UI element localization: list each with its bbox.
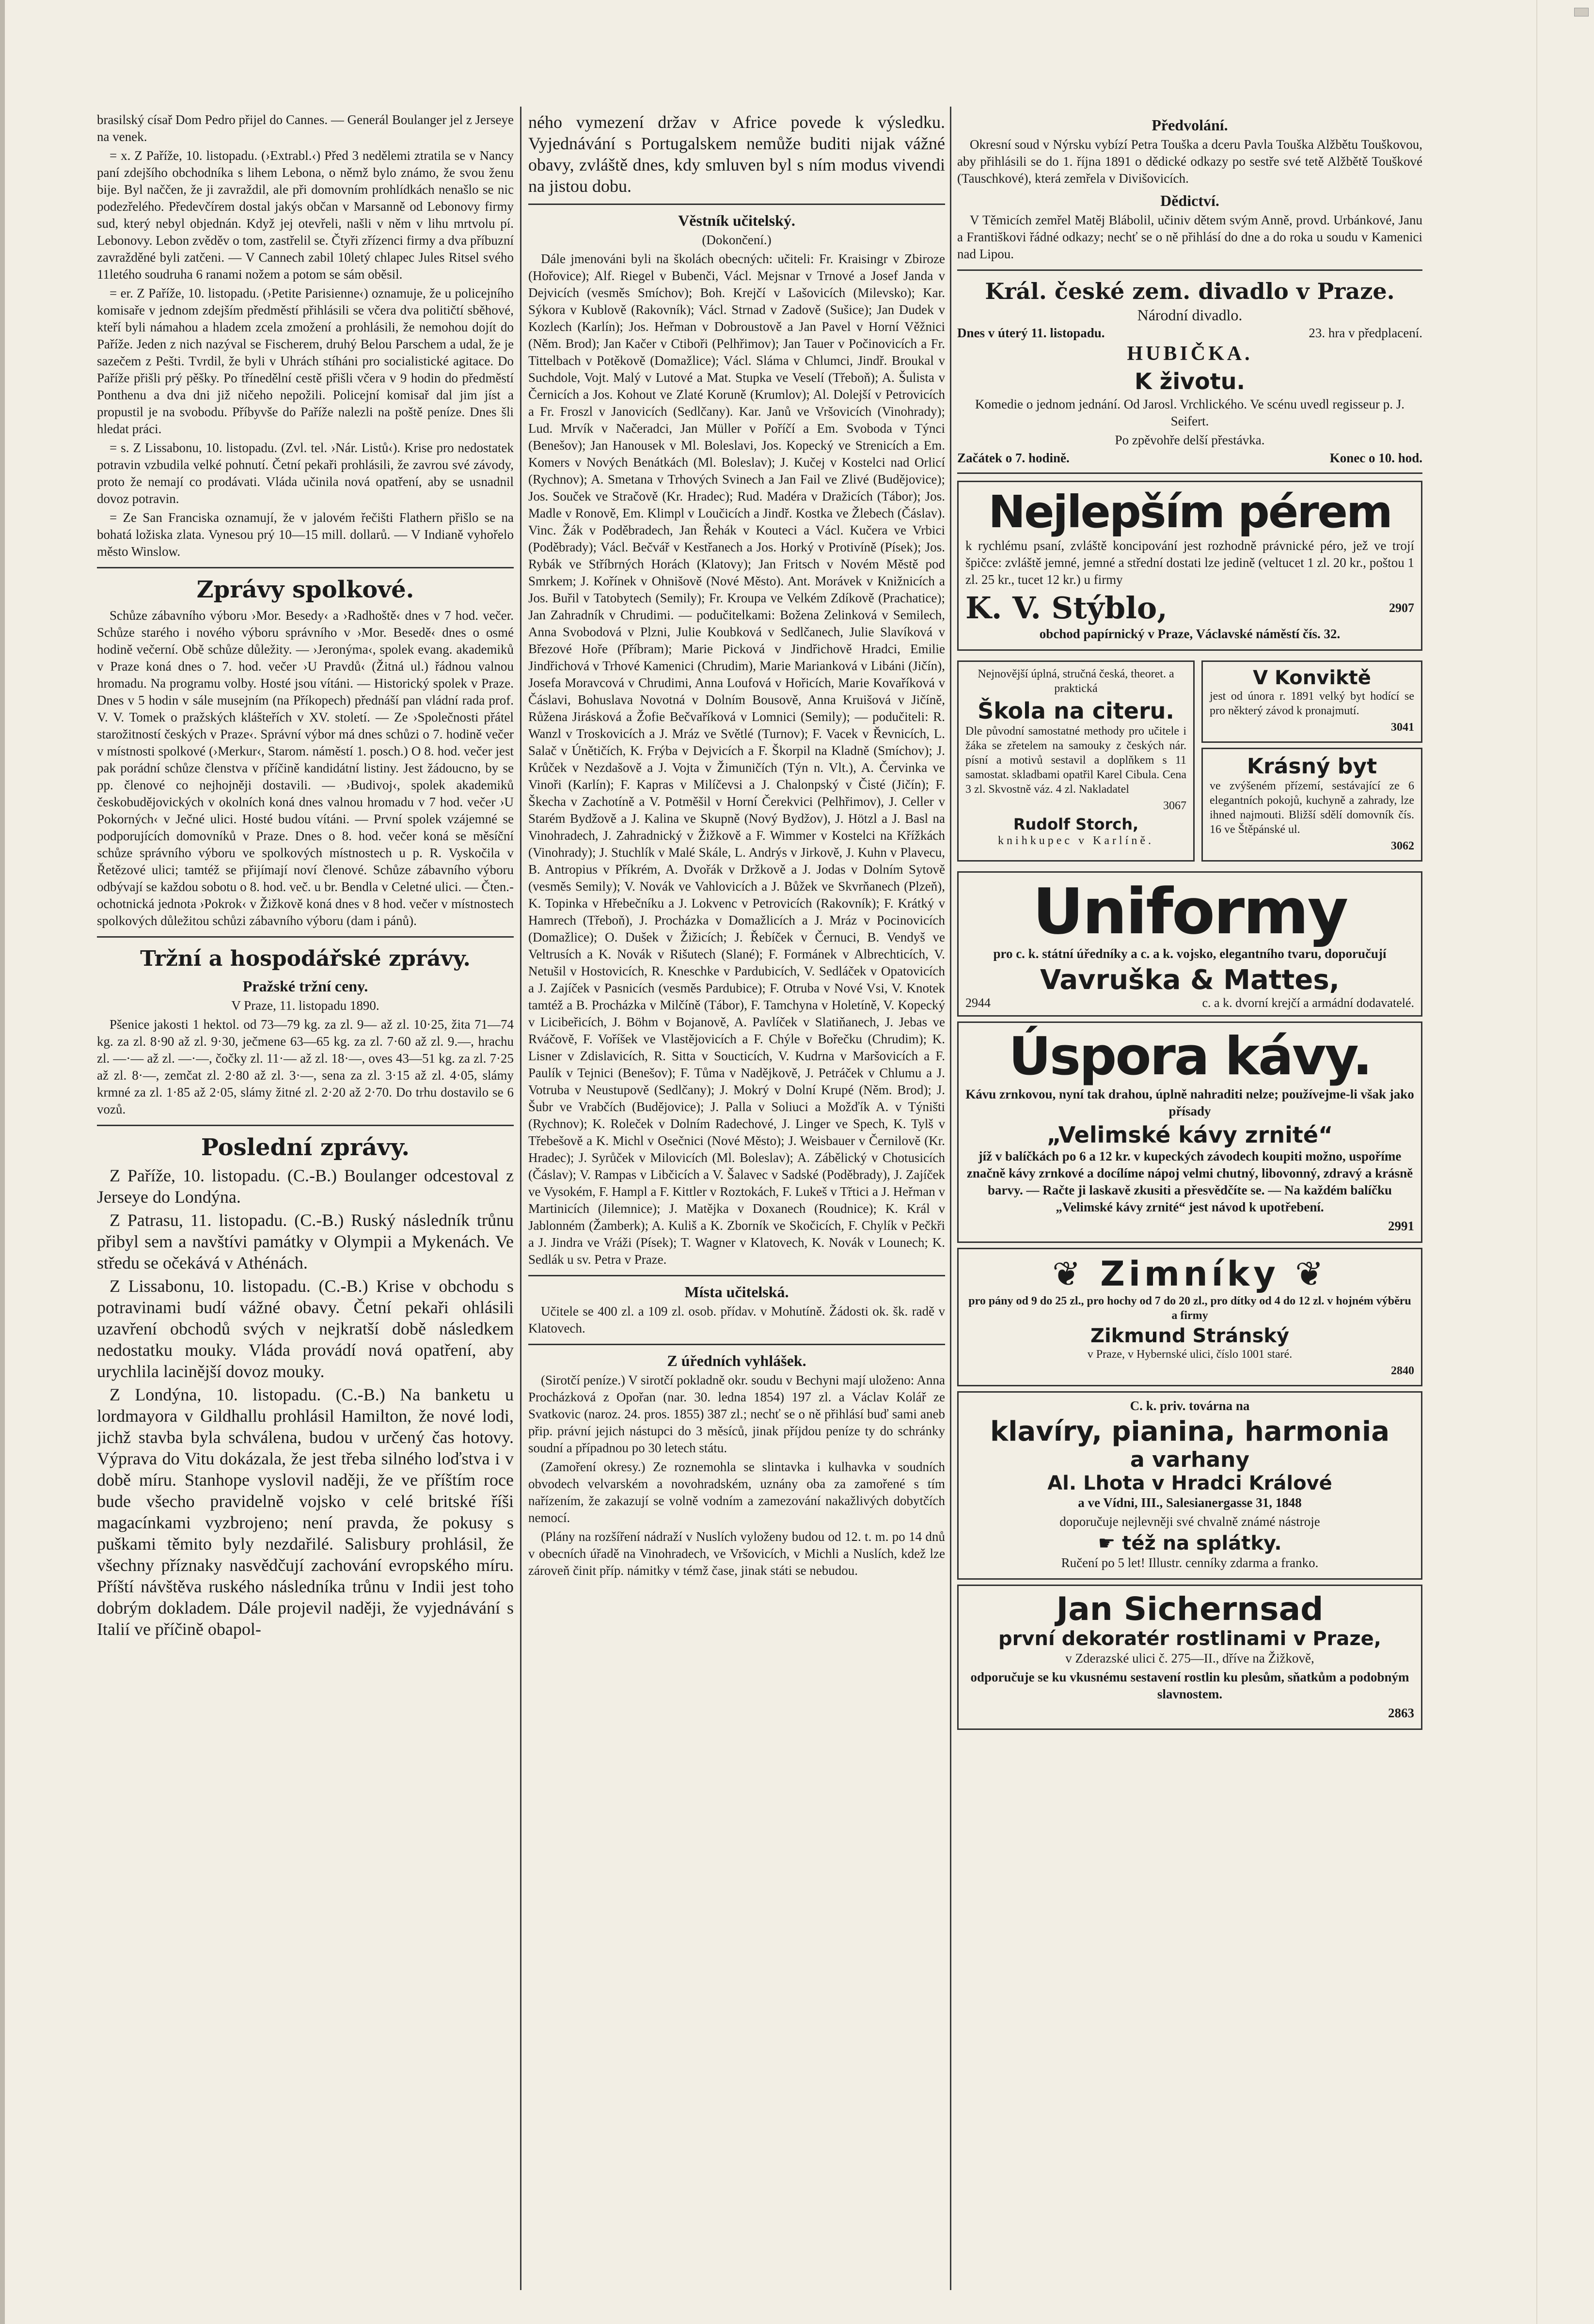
theatre-play-hubicka: HUBIČKA. [1127, 343, 1253, 365]
ad-uniformy-text: pro c. k. státní úředníky a c. a k. vojsko, elegantního tvaru, doporučují [993, 946, 1387, 961]
scan-marker [1574, 8, 1589, 16]
article-spolky: Schůze zábavního výboru ›Mor. Besedy‹ a ›Radhoště‹ dnes v 7 hod. večer. Schůze starého i nového výboru správního v ›Mor. Besedě‹ dnes o osmé hodině večerní. Obě schůze důležity. — ›Jeronýma‹, spolek evang. akademiků v Praze koná dnes o 7. hod. večer ›U Pravdů‹ (Žitná ul.) řádnou valnou hromadu. Na programu volby. Hosté jsou vítáni. — Historický spolek v Praze. Dnes v 5 hodin v sále musejním (na Příkopech) přednáší pan vládní rada prof. V. V. Tomek o pražských klášteřích v XV. století. — Ze ›Společnosti přátel starožitností českých v Praze‹. Správní výbor má dnes schůzi o 7. hodině večer v místnosti spolkové (›Merkur‹, Starom. náměstí 1. posch.) O 8. hod. večer jest pak porádní schůze členstva v příčině kandidátní listiny. Jest žádoucno, by se pp. členové co nejhojněji dostavili. — ›Budivoj‹, spolek akademiků českobudějovických v okolních koná dnes valnou hromadu v 7 hod. večer ›U Pokorných‹ v Ječné ulici. Hosté budou vítáni. — První spolek vzájemné se podporujících domovníků v Praze. Dnes o 8. hod. večer koná se měsíční schůze správního výboru ve spolkových místnostech u p. R. Vyskočila v Řetězové ulici; tamtéž se přijímají noví členové. Schůze zábavního výboru odbývají se každou sobotu o 8. hod. več. u br. Bendla v Celetné ulici. — Čten.-ochotnická jednota ›Pokrok‹ v Žižkově koná dnes v 8 hod. večer v místnostech spolkových důležitou schůzi zábavního výboru (dam i pánů). [97, 608, 514, 928]
divider [957, 472, 1422, 474]
article-sirotci: (Sirotčí peníze.) V sirotčí pokladně okr. soudu v Bechyni mají uloženo: Anna Procházková z Opořan (nar. 30. ledna 1854) 197 zl. a Václav Kolář ze Svatkovic (naroz. 24. pros. 1855) 387 zl.; nechť se o ně přihlásí buď sami aneb přip. právní jejich nástupci do 3 měsíců, jinak příjdou peníze ty do schránky soudní a případnou po 30 letech státu. [528, 1373, 945, 1455]
article-patras: Z Patrasu, 11. listopadu. (C.-B.) Ruský následník trůnu přibyl sem a navštívi památky v Olympii a Mykenách. Ve středu se očekává v Athénách. [97, 1210, 514, 1272]
ad-kava-number: 2991 [1388, 1219, 1414, 1233]
ad-pero-text: k rychlému psaní, zvláště koncipování jest rozhodně právnické péro, jež ve trojí špičce: zvláště jemné, jemné a střední dostati lze jedině (veltucet 1 zl. 20 kr., poštou 1 zl. 25 kr., tucet 12 kr.) u firmy [965, 538, 1414, 587]
ad-kava-name: „Velimské kávy zrnité“ [1046, 1122, 1333, 1148]
ads-pair [957, 656, 1422, 866]
ornament-icon: ❦ [1279, 1254, 1327, 1294]
ad-uniformy-footer [965, 996, 1414, 1010]
ad-sich-sub: první dekoratér rostlinami v Praze, [998, 1628, 1381, 1650]
column-middle [528, 111, 945, 2290]
ad-zimniky [957, 1248, 1422, 1386]
ad-zimniky-number: 2840 [1391, 1365, 1414, 1377]
ads-stack [1201, 656, 1422, 866]
ad-sichernsad [957, 1585, 1422, 1730]
divider [528, 204, 945, 205]
ad-zimniky-firm: Zikmund Stránský [1090, 1325, 1290, 1347]
theatre-comedy-note: Komedie o jednom jednání. Od Jarosl. Vrchlického. Ve scénu uvedl regisseur p. J. Seifert. [975, 397, 1405, 428]
ad-citera-firm: Rudolf Storch, [1013, 815, 1139, 833]
pointing-hand-icon: ☛ [1098, 1532, 1122, 1555]
heading-vyhlasky: Z úředních vyhlášek. [667, 1352, 806, 1369]
ad-sich-title: Jan Sichernsad [1056, 1590, 1324, 1628]
theatre-date-row [957, 326, 1422, 341]
heading-predvolani: Předvolání. [1152, 116, 1228, 134]
divider [957, 269, 1422, 271]
vestnik-dokonceni: (Dokončení.) [702, 233, 772, 247]
ad-klaviry-text2: Ručení po 5 let! Illustr. cenníky zdarma a franko. [1061, 1555, 1319, 1570]
ad-uniformy [957, 871, 1422, 1017]
article-lisbon: = s. Z Lissabonu, 10. listopadu. (Zvl. tel. ›Nár. Listů‹). Krise pro nedostatek potravin vzbudila velké pohnutí. Četní pekaři prohlásili, že zavrou své závody, proto že nemají co prodávati. Vláda učinila nová opatření, aby se usnadnil dovoz potravin. [97, 440, 514, 506]
theatre-start: Začátek o 7. hodině. [957, 451, 1070, 465]
divider [97, 1125, 514, 1126]
fold-line [1536, 0, 1537, 2324]
ad-uniformy-title: Uniformy [1032, 875, 1347, 948]
ad-citera-text: Dle původní samostatné methody pro učitele i žáka se zřetelem na samouky z českých nár. písní a motivů sestavil a doplňkem s 11 samostat. skladbami opatřil Karel Cibula. Cena 3 zl. Skvostně váz. 4 zl. Nakladatel [965, 725, 1186, 796]
ad-byt [1201, 748, 1422, 862]
article-lisbon-b: Z Lissabonu, 10. listopadu. (C.-B.) Krise v obchodu s potravinami budí vážné obavy. Četní pekaři ohlásili uzavření obchodů svých v nejkratší době následkem nedostatku mouky. Vláda provádí nová opatření, aby urychlila lacinější dovoz mouky. [97, 1276, 514, 1381]
ad-sich-address: v Zderazské ulici č. 275—II., dříve na Žižkově, [1065, 1651, 1314, 1665]
ad-zimniky-title [965, 1254, 1414, 1294]
ad-pero-address: obchod papírnický v Praze, Václavské náměstí čís. 32. [1039, 627, 1341, 641]
ad-pero-number: 2907 [1389, 600, 1414, 615]
ad-pero-firm-row [965, 590, 1414, 626]
ad-byt-title: Krásný byt [1247, 754, 1377, 779]
ad-sich-number: 2863 [1388, 1706, 1414, 1720]
article-paris-refugees: = er. Z Paříže, 10. listopadu. (›Petite Parisienne‹) oznamuje, že u policejního komisaře v jednom zdejším předměstí přihlásili se včera dva političtí sběhové, kteří byli námahou a hladem zcela zmožení a prohlásili, že nemohou dojít do Paříže. Jeden z nich nazýval se Fischerem, druhý Belou Parschem a udal, že je sazečem z Pešti. Tvrdil, že byli v Uhrách stíháni pro socialistické agitace. Do Paříže přišli prý pěšky. Po třínedělní cestě přišli včera v 9 hodin do předměstí Ponthenu a dva dni již ničeho nepožili. Policejní komisař dal jim jíst a propustil je na svobodu. Příbyvše do Paříže nalezli na poště peníze. Dnes šli hledat práci. [97, 286, 514, 436]
ad-klaviry-address: a ve Vídni, III., Salesianergasse 31, 1848 [1078, 1495, 1302, 1510]
ad-byt-number: 3062 [1391, 840, 1414, 852]
article-london: Z Londýna, 10. listopadu. (C.-B.) Na banketu u lordmayora v Gildhallu prohlásil Hamilton, že nové lodi, jichž stavba byla schválena, budou v určený čas hotovy. Výprava do Vitu dokázala, že jest třeba silného loďstva i v době míru. Stanhope vyslovil naději, že ve příštím roce bude všecho pravidelně vojsko v celé britské říši magacínkami vyzbrojeno; není pravda, že pokusy s puškami těmito byly nezdařilé. Salisbury prohlásil, že všechny příznaky nasvědčují zachování evropského míru. Příští návštěva ruského následníka trůnu v Indii jest toho dobrým dokladem. Dále projevil naději, že vyjednávání s Italií ve příčině obapol- [97, 1385, 514, 1639]
ad-kava-text2: jíž v balíčkách po 6 a 12 kr. v kupeckých závodech koupiti možno, uspoříme značně kávy zrnkové a docílíme nápoj velmi chutný, libovonný, zdravý a krásně barvy. — Račte ji laskavě zkusiti a přesvědčíte se. — Na každém balíčku „Velimské kávy zrnité“ jest návod k upotřebení. [966, 1149, 1413, 1214]
ad-klaviry [957, 1391, 1422, 1580]
ad-pero [957, 481, 1422, 651]
heading-spolkove: Zprávy spolkové. [196, 576, 414, 603]
theatre-intermission: Po zpěvohře delší přestávka. [1115, 433, 1265, 447]
column-left [97, 111, 514, 2290]
ceny-date: V Praze, 11. listopadu 1890. [231, 998, 379, 1013]
article-vestnik: Dále jmenováni byli na školách obecných: učiteli: Fr. Kraisingr v Zbiroze (Hořovice); Alf. Riegel v Bubenči, Václ. Mejsnar v Trnové a Josef Janda v Dejvicích (vesměs Smíchov); Boh. Krejčí v Lašovicích (Milevsko); Kar. Sýkora v Kublově (Rakovník); Václ. Strnad v Zadově (Sušice); Jan Dudek v Kozlech (Karlín); Jos. Heřman v Dobroustově a Jan Pavel v Horní Věžnici (Něm. Brod); Jan Kačer v Ctiboři (Pelhřimov); Jan Tauer v Počinovicích a Fr. Tittelbach v Potěkově (Domažlice); Václ. Sláma v Chlumci, Jindř. Broukal v Suchdole, Vojt. Malý v Lutové a Mat. Stupka ve Veselí (Třeboň); A. Šulista v Černicích a Jos. Kohout ve Zlaté Koruně (Krumlov); Al. Dolejší v Petrovicích a Fr. Froszl v Janovicích (Sedlčany). Kar. Janů ve Vršovicích (Vinohrady); Lud. Mrvík v Načeradci, Jan Müller v Poříčí a Em. Svoboda v Týnci (Benešov); Jan Hanousek v Ml. Boleslavi, Jos. Kopecký ve Strenicích a Em. Komers v Nových Benátkách (Ml. Boleslav); J. Kučej v Kostelci nad Orlicí (Rychnov); A. Smetana v Trhových Svinech a Jan Fail ve Zlivé (Budějovice); Jos. Souček ve Stračově (Kr. Hradec); Rud. Madéra v Dražicích (Tábor); Jos. Madle v Ronově, Em. Klimpl v Loučicích a Jindř. Kostka ve Žlebech (Čáslav). Vinc. Žák v Poděbradech, Jan Řehák v Kouteci a Václ. Kučera ve Vrbici (Poděbrady); Václ. Bečvář v Kestřanech a Jos. Horký v Protivíně (Písek); Jos. Rybák ve Stříbrných Horách (Klatovy); Jan Fritsch v Novém Městě pod Smrkem; J. Kořínek v Ohnišově (Nové Město). Ant. Morávek v Knižnicích a Jos. Buřil v Tatobytech (Semily); Fr. Kroupa ve Velkém Zdíkově (Prachatice); Jan Zahradník v Chrudimi. — podučitelkami: Božena Zelinková v Semilech, Anna Svobodová v Plzni, Julie Koubková v Sedlčanech, Julie Slavíková v Březové Hoře (Příbram); Marie Picková v Jindřichově Hradci, Emilie Jindřichová v Trhové Kamenici (Chrudim), Marie Marianková v Libáni (Jičín), Josefa Moravcová v Chrudimi, Anna Loufová v Hořicích, Marie Kovaříková v Čáslavi, Bohuslava Novotná v Dolním Bousově, Anna Kruišová v Jičíně, Růžena Jirásková a Žofie Bečvaříková v Lomnici (Semily); — podučiteli: R. Wanzl v Troskovicích a J. Mráz ve Světlé (Turnov); F. Vacek v Řevnicích, L. Salač v Únětičích, K. Frýba v Dejvicích a F. Škorpil na Kladně (Smíchov); J. Krůček v Nezdašově a J. Vojta v Žimuničích (Týn n. Vlt.), A. Červinka ve Vinoři (Karlín); F. Kapras v Milíčevsi a J. Chalonpský v Čisté (Jičín); F. Škecha v Zachotíně a V. Potměšil v Horní Čerekvici (Pelhřimov), J. Celler v Starém Bydžově a J. Kalina ve Skupně (Nový Bydžov), J. Hötzl a J. Basl na Vinohradech, J. Zahradnický v Žižkově a F. Wimmer v Kostelci na Křížkách (Vinohrady); J. Stuchlík v Malé Skále, L. Andrýs v Jirkově, J. Kuhn v Plavecu, B. Antropius v Příkrém, A. Dvořák v Držkově a J. Jodas v Dolním Sytově (vesměs Semily); V. Novák ve Vahlovicích a J. Bůžek ve Skvrňanech (Plzeň), K. Topinka v Hřebečníku a J. Lokvenc v Petrovicích (Rakovník); F. Krátký v Hamrech (Třeboň), J. Procházka v Domažlicích a J. Mráz v Pocinovicích (Domažlice); O. Dušek v Žižicích; J. Řebíček v Černuci, B. Vendyš ve Veltrusích a K. Novák v Rišutech (Slané); F. Formánek v Albrechticích, V. Netušil v Hostovicích, R. Kneschke v Pardubicích, V. Sedláček v Opatovicích a J. Zajíček v Pasnicích (vesměs Pardubice); F. Otruba v Nové Vsi, V. Knotek tamtéž a B. Procházka v Milčíně (Tábor), F. Tamchyna v Holetíně, V. Kopecký v Licibeřicích, J. Böhm v Bojanově, A. Pavlíček v Slatiňanech, J. Jebas ve Rváčově, F. Voříšek ve Vlastějovicích a F. Chýle v Bořečku (Chrudim); K. Lisner v Zdislavicích, R. Sitta v Soucticích, V. Kudrna v Maršovicích a F. Paulík v Tejnici (Benešov); F. Tůma v Nadějkově, J. Petráček v Chlumu a J. Votruba v Neustupově (Sedlčany); J. Mokrý v Dolní Krupé (Něm. Brod); J. Šubr ve Vrabčích (Budějovice); J. Palla v Soliuci a Možďík A. v Týništi (Rychnov); K. Roleček v Dolním Radechové, J. Linger ve Spech, K. Tylš v Třebešově a K. Michl v Osečnici (Nové Město); J. Weisbauer v Černilově (Kr. Hradec); J. Syrůček v Milovicích (Ml. Boleslav); A. Zábělický v Chotusicích (Čáslav); V. Rampas v Libčicích a V. Šalavec v Sadské (Poděbrady), J. Zajíček ve Vysokém, F. Hampl a F. Kittler v Roztokách, F. Lukeš v Třtici a J. Heřman v Martinicích (Jilemnice); J. Matějka v Doxanech (Roudnice); K. Král v Jablonném (Žamberk); A. Kuliš a K. Zborník ve Skočicích, F. Chylík v Pečkři a J. Jindra ve Vráži (Písek); T. Wagner v Klatovech, K. Novák v Lounech; K. Sedlák u sv. Petra v Praze. [528, 251, 945, 1267]
column-right [957, 111, 1422, 2290]
theatre-time-row [957, 451, 1422, 466]
ad-byt-text: ve zvýšeném přízemí, sestávající ze 6 elegantních pokojů, kuchyně a zahrady, lze ihned najmouti. Bližší sdělí domovník čís. 16 ve Štěpánské ul. [1210, 780, 1414, 836]
ad-klaviry-title: klavíry, pianina, harmonia [990, 1416, 1389, 1447]
ad-sich-text: odporučuje se ku vkusnému sestavení rostlin ku plesům, sňatkům a podobným slavnostem. [970, 1670, 1409, 1701]
theatre-title: Král. české zem. divadlo v Praze. [985, 278, 1395, 304]
article-paris-boulanger: Z Paříže, 10. listopadu. (C.-B.) Boulanger odcestoval z Jerseye do Londýna. [97, 1166, 514, 1207]
ad-pero-firm: K. V. Stýblo, [965, 590, 1168, 626]
heading-mista: Místa učitelská. [684, 1283, 789, 1301]
heading-trzni: Tržní a hospodářské zprávy. [140, 946, 471, 971]
ad-kava [957, 1021, 1422, 1243]
theatre-end: Konec o 10. hod. [1329, 451, 1422, 465]
divider [528, 1344, 945, 1345]
article-nancy: = x. Z Paříže, 10. listopadu. (›Extrabl.‹) Před 3 nedělemi ztratila se v Nancy paní zdejšího obchodníka s lihem Lebona, o němž bylo známo, že svou ženu bije. Byl naččen, že ji zavraždil, ale při domovním prohlídkách nenašlo se nic podezřelého. Předevčírem dostal jakýs občan v Marsanně od Lebonovy firmy sud, který nebyl objednán. Když jej otevřeli, našli v něm v lihu mrtvolu pí. Lebonovy. Lebon zvěděv o tom, zastřelil se. Čtyři zřízenci firmy a dva příbuzní zavražděné byli zatčeni. — V Cannech zabil 10letý chlapec Jules Ritsel svého 11letého soudruha 6 ranami nožem a potom se sám oběsil. [97, 148, 514, 282]
ad-citera-title: Škola na citeru. [978, 698, 1174, 724]
ad-klaviry-head: C. k. priv. továrna na [1130, 1398, 1250, 1413]
ad-citera-head: Nejnovější úplná, stručná česká, theoret. a praktická [978, 668, 1174, 695]
ad-klaviry-installments [965, 1532, 1414, 1555]
ad-zimniky-title-text: Zimníky [1100, 1254, 1279, 1294]
ad-uniformy-number: 2944 [965, 996, 991, 1010]
theatre-listing [957, 278, 1422, 466]
divider [97, 936, 514, 938]
article-predvolani: Okresní soud v Nýrsku vybízí Petra Touška a dceru Pavla Touška Alžbětu Touškovou, aby přihlásili se do 1. října 1891 o dědické odkazy po sestře své tetě Alžbětě Touškové (Tauschkové), která zemřela v Divišovicích. [957, 137, 1422, 186]
ad-klaviry-firm: Al. Lhota v Hradci Králové [1047, 1472, 1332, 1494]
article-dedictvi: V Těmicích zemřel Matěj Blábolil, učiniv dětem svým Anně, provd. Urbánkové, Janu a Františkovi řádné odkazy; nechť se o ně přihlásí do dne a do roka u soudu v Kamenici nad Lipou. [957, 213, 1422, 261]
theatre-subtitle: Národní divadlo. [1137, 306, 1243, 324]
theatre-subscription: 23. hra v předplacení. [1309, 326, 1422, 340]
article-intro: brasilský císař Dom Pedro přijel do Cannes. — Generál Boulanger jel z Jerseye na venek. [97, 112, 514, 144]
heading-ceny: Pražské tržní ceny. [242, 977, 368, 995]
heading-posledni: Poslední zprávy. [201, 1134, 410, 1161]
divider [528, 1275, 945, 1276]
heading-vestnik: Věstník učitelský. [678, 212, 795, 229]
ad-citera-address: knihkupec v Karlíně. [998, 834, 1154, 847]
divider [97, 567, 514, 568]
ad-citera [957, 660, 1195, 862]
ad-klaviry-sub: a varhany [1130, 1447, 1250, 1472]
article-london-cont: ného vymezení držav v Africe povede k výsledku. Vyjednávání s Portugalskem nemůže buditi nijak vážné obavy, zvláště dnes, kdy smluven byl s ním modus vivendi na jistou dobu. [528, 112, 945, 196]
ad-konvikt-title: V Konviktě [1253, 667, 1371, 689]
article-zamoreni: (Zamoření okresy.) Ze roznemohla se slintavka i kulhavka v soudních obvodech velvarském a novohradském, uznány oba za zamořené s tím nařízením, že zakazují se volně vodním a zamezování nakažlivých dobytčích nemocí. [528, 1460, 945, 1525]
ad-citera-number: 3067 [1163, 800, 1186, 812]
ad-uniformy-address: c. a k. dvorní krejčí a armádní dodavatelé. [1202, 996, 1414, 1010]
article-san-francisco: = Ze San Franciska oznamují, že v jalovém řečišti Flathern přišlo se na bohatá ložiska zlata. Vynesou prý 10—15 mill. dollarů. — V Indianě vyhořelo město Winslow. [97, 510, 514, 559]
article-ceny: Pšenice jakosti 1 hektol. od 73—79 kg. za zl. 9— až zl. 10·25, žita 71—74 kg. za zl. 8·90 až zl. 9·30, ječmene 63—65 kg. za zl. 7·60 až zl. 9.—, hrachu zl. —·— až zl. —·—, čočky zl. 11·— až zl. 18·—, oves 43—51 kg. za zl. 7·25 až zl. 8·—, zemčat zl. 2·80 až zl. 3·—, sena za zl. 3·15 až zl. 4·05, slámy krmné za zl. 1·85 až 2·05, slámy žitné zl. 2·20 až 2·70. Do trhu dostavilo se 6 vozů. [97, 1017, 514, 1116]
ornament-icon: ❦ [1052, 1254, 1101, 1294]
ad-klaviry-installments-text: též na splátky. [1122, 1532, 1282, 1555]
ad-konvikt [1201, 660, 1422, 743]
ad-kava-title: Úspora kávy. [1009, 1026, 1371, 1087]
column-rule-1 [520, 107, 521, 2290]
theatre-date: Dnes v úterý 11. listopadu. [957, 326, 1105, 340]
ad-zimniky-address: v Praze, v Hybernské ulici, číslo 1001 staré. [1087, 1348, 1293, 1361]
ad-klaviry-text: doporučuje nejlevněji své chvalně známé nástroje [1059, 1514, 1320, 1529]
article-mista: Učitele se 400 zl. a 109 zl. osob. přídav. v Mohutíně. Žádosti ok. šk. radě v Klatovech. [528, 1304, 945, 1335]
ad-konvikt-text: jest od února r. 1891 velký byt hodící se pro některý závod k pronajmutí. [1210, 690, 1414, 717]
theatre-play-zivotu: K životu. [1134, 368, 1245, 394]
article-nusle: (Plány na rozšíření nádraží v Nuslích vyloženy budou od 12. t. m. po 14 dnů v obecních úřadě na Vinohradech, ve Vršovicích, v Michli a Nuslích, kdež lze zároveň činit příp. námitky v témž čase, jinak státi se nebudou. [528, 1529, 945, 1578]
ad-zimniky-text: pro pány od 9 do 25 zl., pro hochy od 7 do 20 zl., pro dítky od 4 do 12 zl. v hojném výběru a firmy [968, 1295, 1411, 1322]
ad-uniformy-firm: Vavruška & Mattes, [1040, 964, 1340, 996]
ad-pero-title: Nejlepším pérem [988, 486, 1391, 538]
ad-konvikt-number: 3041 [1391, 721, 1414, 734]
column-rule-2 [950, 107, 951, 2290]
ad-kava-text: Kávu zrnkovou, nyní tak drahou, úplně nahraditi nelze; používejme-li však jako přísady [965, 1087, 1414, 1118]
heading-dedictvi: Dědictví. [1160, 192, 1219, 209]
